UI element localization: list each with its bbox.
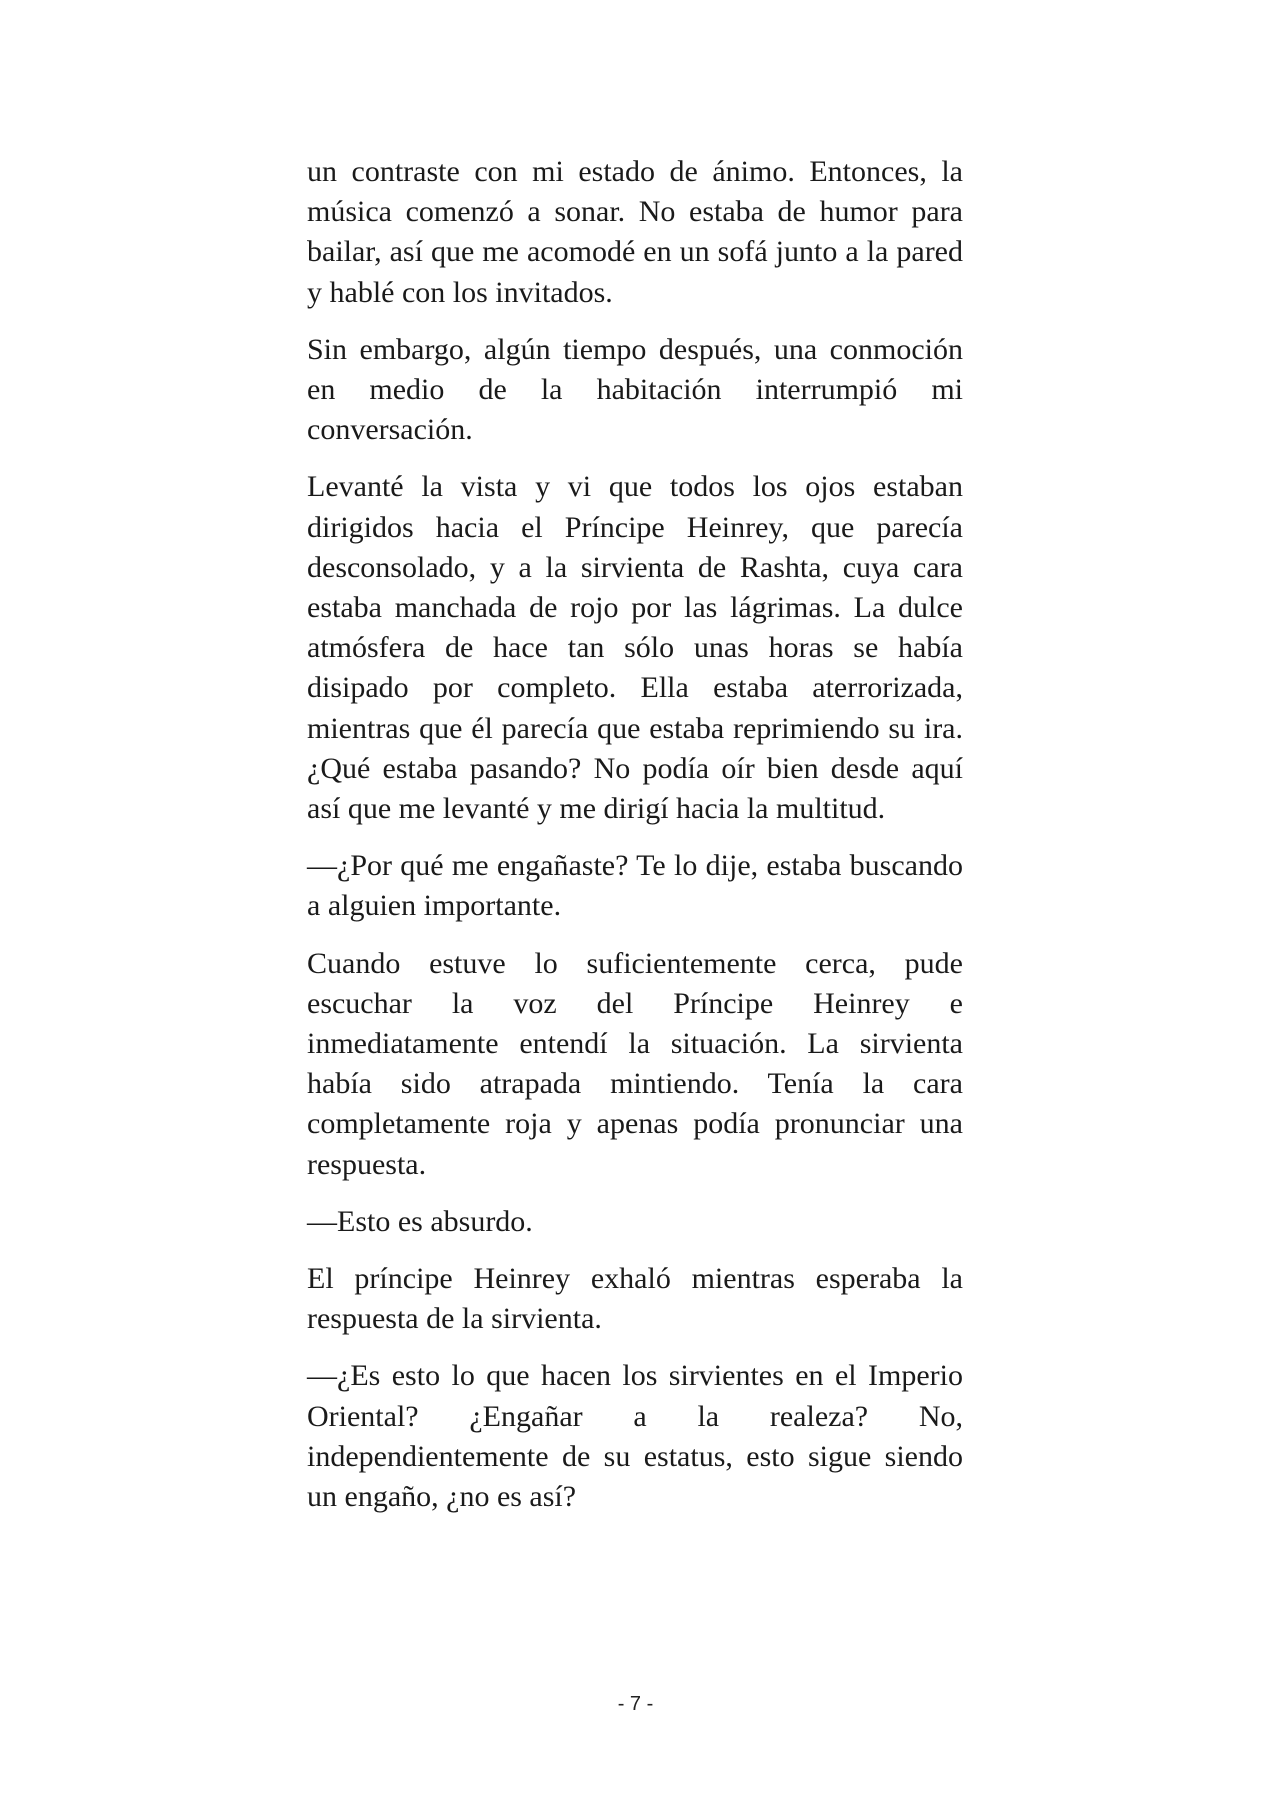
paragraph-3: Levanté la vista y vi que todos los ojos estaban dirigidos hacia el Príncipe Heinrey, que parecía desconsolado, y a la sirvienta de Rashta, cuya cara estaba manchada de rojo por las lágrimas. La dulce atmósfera de hace tan sólo unas horas se había disipado por completo. Ella estaba aterrorizada, mientras que él parecía que estaba reprimiendo su ira. ¿Qué estaba pasando? No podía oír bien desde aquí así que me levanté y me dirigí hacia la multitud. (307, 470, 963, 826)
paragraph-7: El príncipe Heinrey exhaló mientras esperaba la respuesta de la sirvienta. (307, 1262, 963, 1336)
paragraph-4: —¿Por qué me engañaste? Te lo dije, estaba buscando a alguien importante. (307, 849, 963, 923)
paragraph-8: —¿Es esto lo que hacen los sirvientes en el Imperio Oriental? ¿Engañar a la realeza? No, independientemente de su estatus, esto sigue siendo un engaño, ¿no es así? (307, 1359, 963, 1514)
paragraph-6: —Esto es absurdo. (307, 1204, 533, 1238)
page-number: - 7 - (617, 1693, 654, 1715)
paragraph-2: Sin embargo, algún tiempo después, una conmoción en medio de la habitación interrumpió mi conversación. (307, 332, 963, 447)
paragraph-1: un contraste con mi estado de ánimo. Entonces, la música comenzó a sonar. No estaba de humor para bailar, así que me acomodé en un sofá junto a la pared y hablé con los invitados. (307, 155, 963, 309)
body-text (307, 152, 963, 1534)
paragraph-5: Cuando estuve lo suficientemente cerca, pude escuchar la voz del Príncipe Heinrey e inmediatamente entendí la situación. La sirvienta había sido atrapada mintiendo. Tenía la cara completamente roja y apenas podía pronunciar una respuesta. (307, 946, 963, 1181)
